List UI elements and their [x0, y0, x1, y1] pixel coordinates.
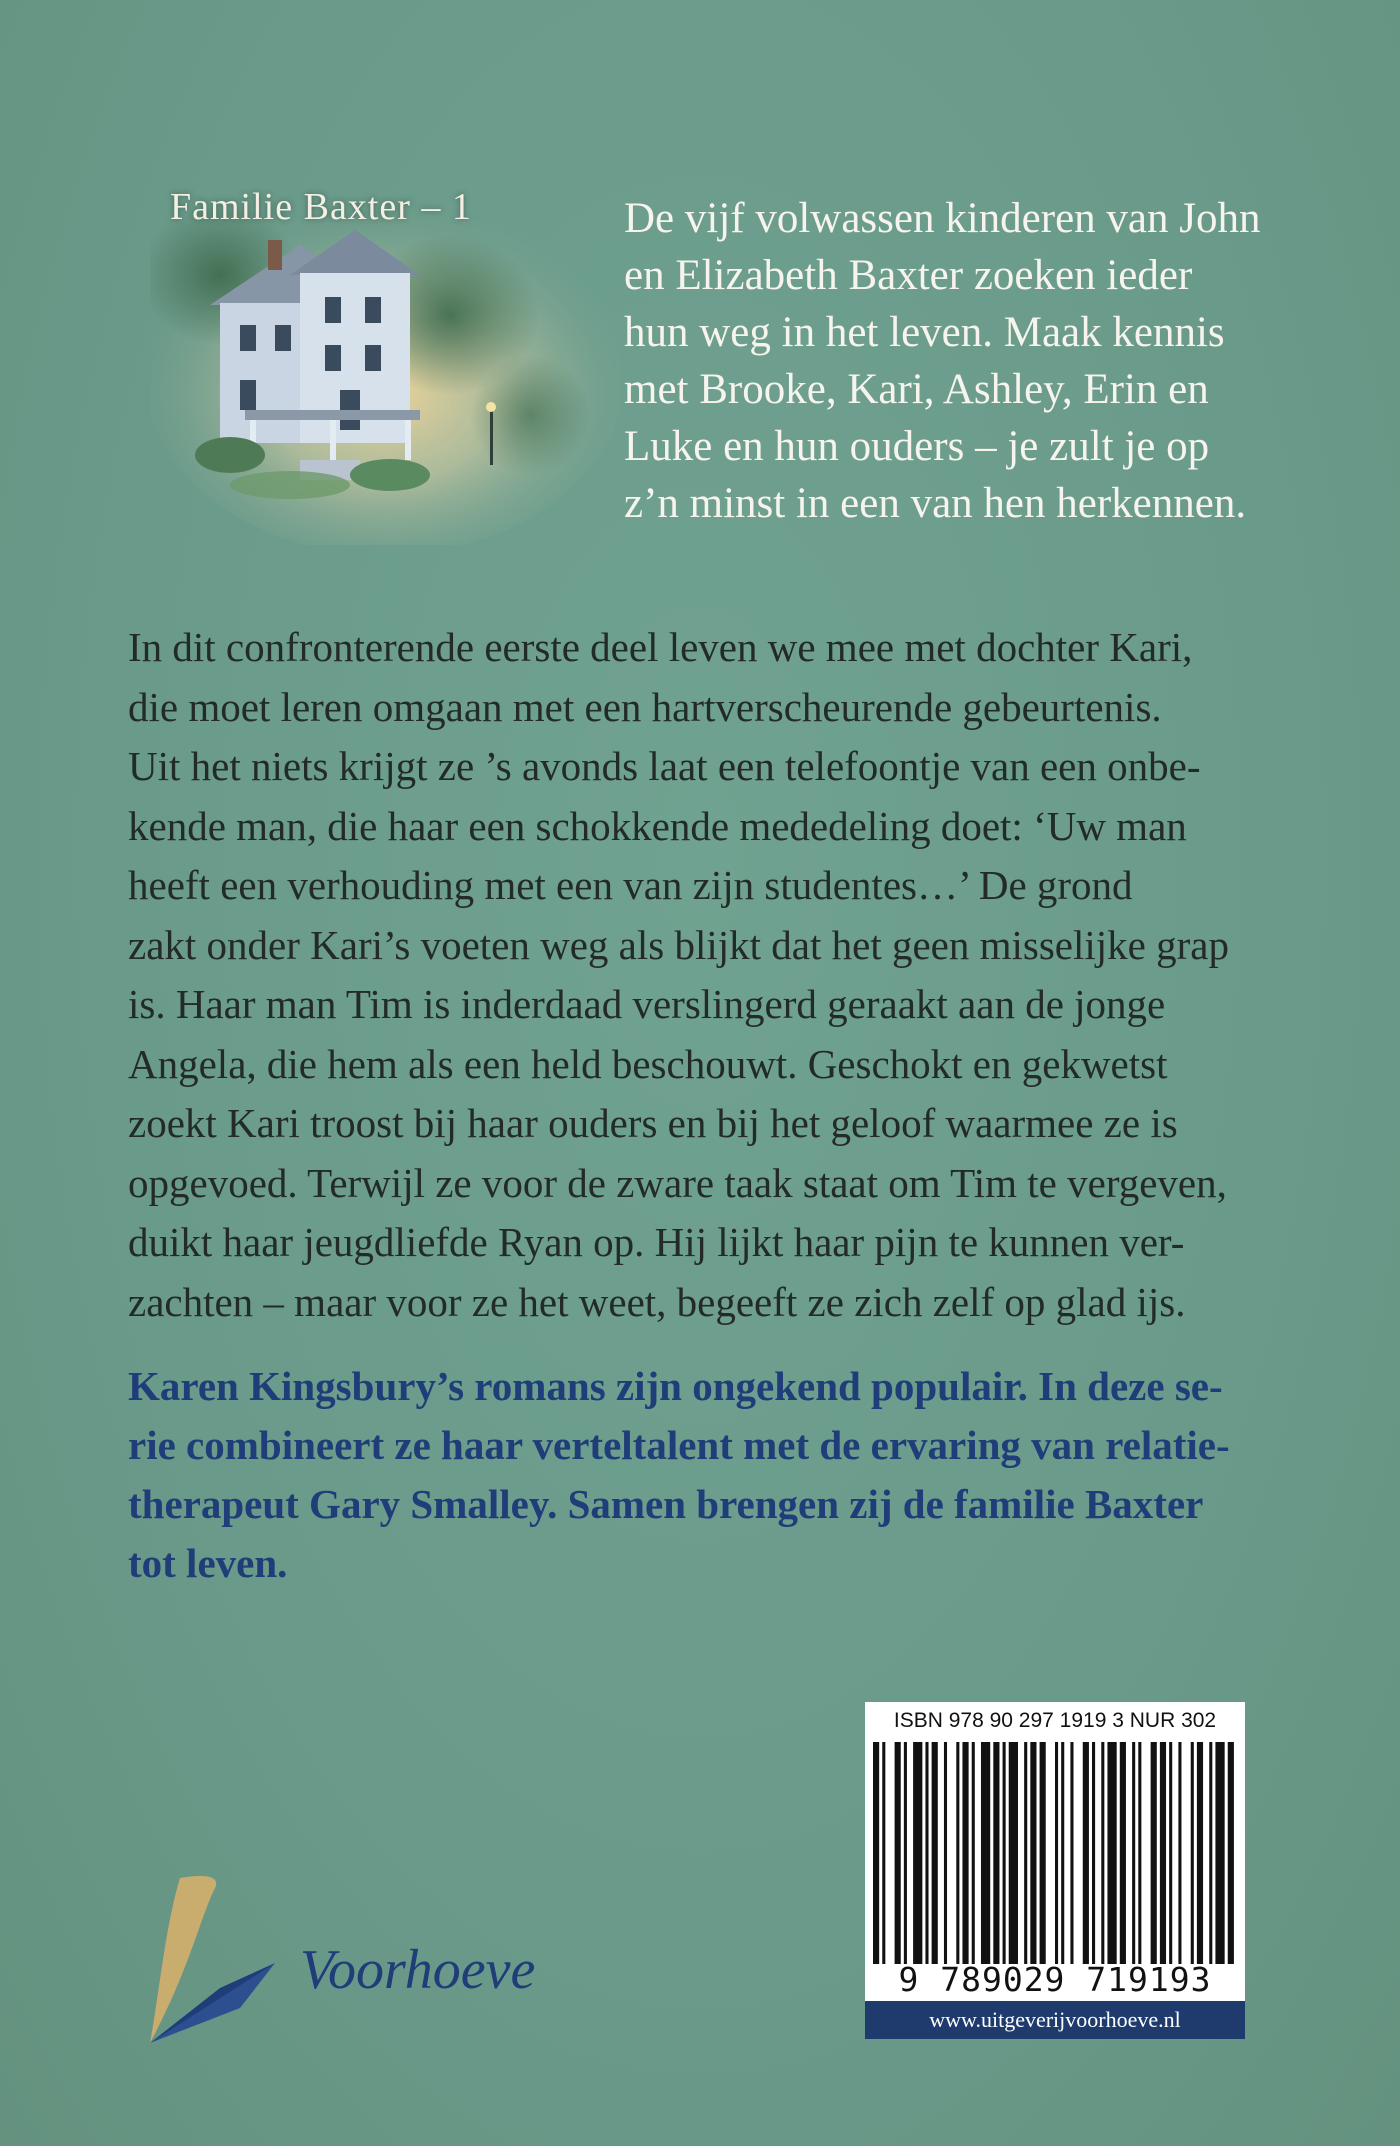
barcode-bar [962, 1742, 968, 1964]
barcode-bar [1055, 1742, 1058, 1964]
barcode-bar [1169, 1742, 1172, 1964]
blurb-line: Karen Kingsbury’s romans zijn ongekend populair. In deze se- [128, 1363, 1223, 1409]
barcode-bar [1092, 1742, 1095, 1964]
intro-line: Luke en hun ouders – je zult je op [624, 423, 1210, 470]
barcode-bar [1209, 1742, 1212, 1964]
barcode-block [865, 1702, 1245, 2039]
intro-line: hun weg in het leven. Maak kennis [624, 309, 1225, 356]
house-illustration [150, 185, 620, 545]
quill-logo-icon [140, 1868, 300, 2048]
barcode-bar [1024, 1742, 1027, 1964]
series-header [150, 185, 620, 545]
synopsis-line: kende man, die haar een schokkende mededeling doet: ‘Uw man [128, 802, 1187, 849]
intro-line: en Elizabeth Baxter zoeken ieder [624, 252, 1193, 299]
publisher-url: www.uitgeverijvoorhoeve.nl [865, 2001, 1245, 2039]
barcode-bar [1215, 1742, 1224, 1964]
author-blurb [128, 1357, 1278, 1593]
barcode-bar [956, 1742, 959, 1964]
synopsis-line: Uit het niets krijgt ze ’s avonds laat een telefoontje van een onbe- [128, 743, 1201, 789]
barcode-bar [1003, 1742, 1006, 1964]
barcode-bar [873, 1742, 879, 1964]
synopsis-line: die moet leren omgaan met een hartverscheurende gebeurtenis. [128, 683, 1162, 730]
barcode-bar [1101, 1742, 1104, 1964]
barcode-bar [913, 1742, 922, 1964]
barcode-bar [1070, 1742, 1073, 1964]
barcode-bar [882, 1742, 885, 1964]
publisher-logo [140, 1868, 580, 2048]
intro-paragraph [624, 190, 1284, 532]
synopsis-paragraph [128, 618, 1278, 1332]
barcode-bar [1160, 1742, 1166, 1964]
barcode-bar [972, 1742, 975, 1964]
blurb-line: therapeut Gary Smalley. Samen brengen zij de familie Baxter [128, 1481, 1204, 1527]
barcode-bar [895, 1742, 901, 1964]
barcode-bar [1197, 1742, 1203, 1964]
barcode-bar [1178, 1742, 1181, 1964]
synopsis-line: duikt haar jeugdliefde Ryan op. Hij lijkt haar pijn te kunnen ver- [128, 1219, 1185, 1265]
barcode-bars [873, 1742, 1237, 1964]
barcode-bar [1151, 1742, 1157, 1964]
barcode-bar [1083, 1742, 1089, 1964]
barcode-bar [904, 1742, 907, 1964]
synopsis-line: Angela, die hem als een held beschouwt. Geschokt en gekwetst [128, 1040, 1168, 1087]
synopsis-line: heeft een verhouding met een van zijn studentes…’ De grond [128, 862, 1133, 908]
barcode-bar [925, 1742, 928, 1964]
barcode-bar [932, 1742, 938, 1964]
barcode-bar [1120, 1742, 1126, 1964]
barcode-bar [993, 1742, 999, 1964]
synopsis-line: is. Haar man Tim is inderdaad verslingerd geraakt aan de jonge [128, 981, 1166, 1027]
synopsis-line: opgevoed. Terwijl ze voor de zware taak staat om Tim te vergeven, [128, 1159, 1227, 1206]
barcode-bar [1040, 1742, 1046, 1964]
blurb-line: tot leven. [128, 1540, 288, 1586]
synopsis-line: In dit confronterende eerste deel leven we mee met dochter Kari, [128, 624, 1193, 670]
publisher-name: Voorhoeve [300, 1939, 536, 2001]
intro-line: z’n minst in een van hen herkennen. [624, 480, 1247, 527]
barcode-digits: 9 789029 719193 [898, 1960, 1212, 1999]
barcode-bar [1009, 1742, 1018, 1964]
barcode-bar [1107, 1742, 1116, 1964]
intro-line: met Brooke, Kari, Ashley, Erin en [624, 366, 1209, 413]
blurb-line: rie combineert ze haar verteltalent met de ervaring van relatie- [128, 1422, 1230, 1468]
barcode-bar [1061, 1742, 1064, 1964]
barcode-bar [944, 1742, 947, 1964]
barcode-bar [1228, 1742, 1234, 1964]
intro-line: De vijf volwassen kinderen van John [624, 195, 1261, 242]
barcode-bar [1191, 1742, 1194, 1964]
barcode-bar [981, 1742, 990, 1964]
synopsis-line: zakt onder Kari’s voeten weg als blijkt dat het geen misselijke grap [128, 921, 1229, 968]
isbn-line: ISBN 978 90 297 1919 3 NUR 302 [893, 1709, 1217, 1732]
barcode-bar [1030, 1742, 1036, 1964]
synopsis-line: zoekt Kari troost bij haar ouders en bij het geloof waarmee ze is [128, 1100, 1178, 1146]
barcode-bar [1132, 1742, 1135, 1964]
barcode-bar [1138, 1742, 1141, 1964]
synopsis-line: zachten – maar voor ze het weet, begeeft ze zich zelf op glad ijs. [128, 1278, 1186, 1325]
series-label: Familie Baxter – 1 [170, 186, 472, 228]
